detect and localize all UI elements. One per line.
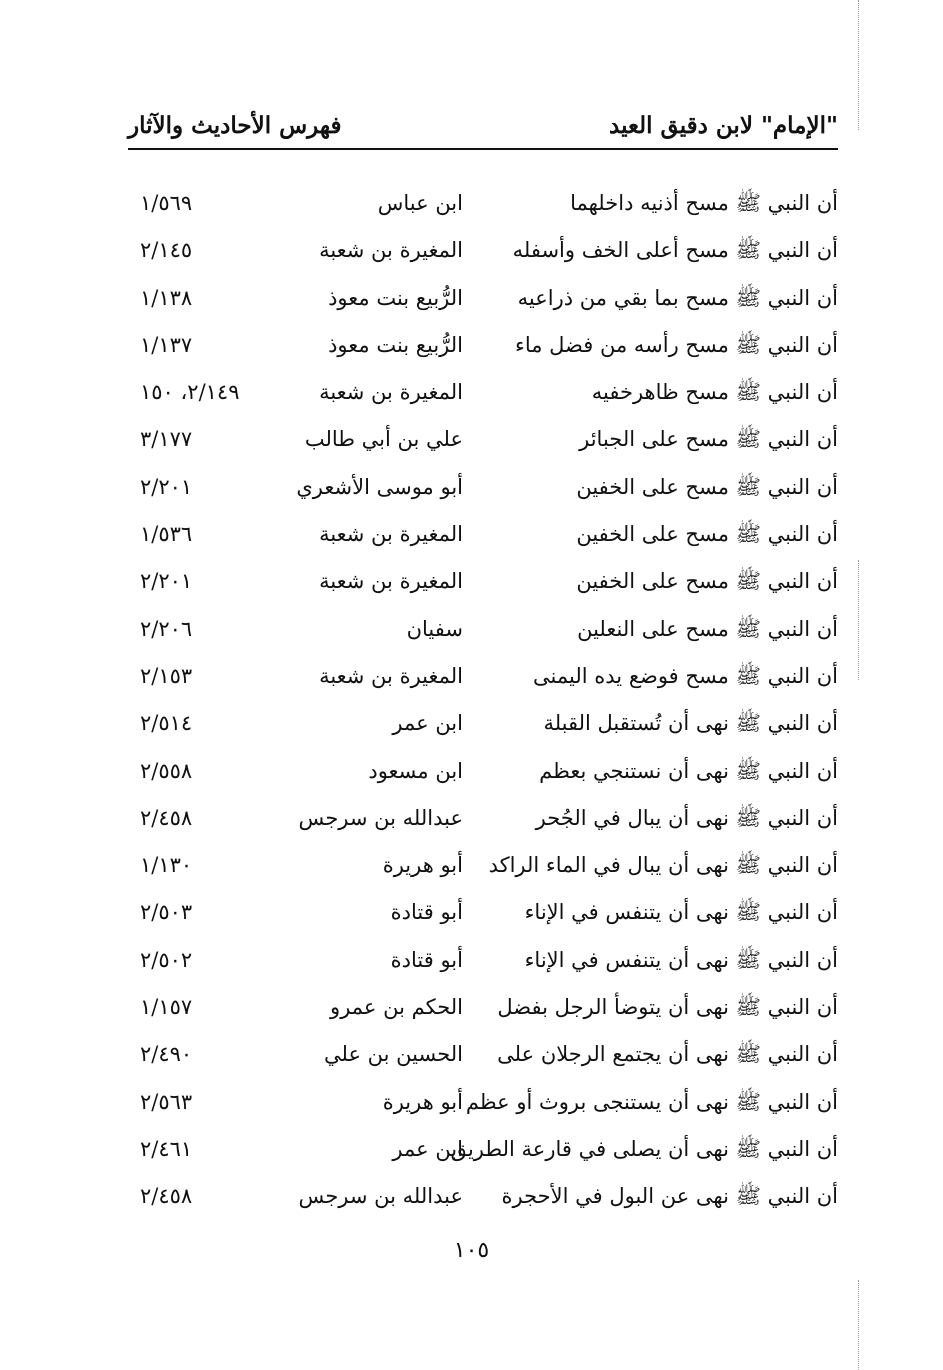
- index-entry-row: [128, 558, 838, 605]
- hadith-text: أن النبي ﷺ نهى أن يتنفس في الإناء: [524, 900, 838, 925]
- narrator-name: ابن عمر: [392, 711, 463, 736]
- page-number: ١٠٥: [453, 1238, 490, 1263]
- index-entry-row: [128, 369, 838, 416]
- index-entry-row: [128, 464, 838, 511]
- narrator-name: أبو موسى الأشعري: [296, 474, 463, 499]
- volume-page-reference: ١/١٥٧: [140, 995, 193, 1020]
- scan-margin-mark: [857, 0, 859, 130]
- narrator-name: أبو قتادة: [390, 900, 463, 925]
- narrator-name: أبو هريرة: [382, 1089, 463, 1114]
- narrator-name: الرُّبيع بنت معوذ: [328, 332, 463, 357]
- narrator-name: المغيرة بن شعبة: [319, 238, 463, 263]
- index-entry-row: [128, 653, 838, 700]
- hadith-text: أن النبي ﷺ نهى أن يبال في الجُحر: [535, 805, 838, 830]
- hadith-text: أن النبي ﷺ نهى أن يصلى في قارعة الطريق: [450, 1136, 838, 1161]
- volume-page-reference: ١/١٣٧: [140, 332, 193, 357]
- index-entry-row: [128, 700, 838, 747]
- volume-page-reference: ٢/٥٠٣: [140, 900, 193, 925]
- narrator-name: عبدالله بن سرجس: [298, 1184, 463, 1209]
- index-entry-row: [128, 795, 838, 842]
- hadith-text: أن النبي ﷺ مسح أذنيه داخلهما: [570, 191, 838, 215]
- index-entry-row: [128, 748, 838, 795]
- volume-page-reference: ٣/١٧٧: [140, 427, 193, 452]
- hadith-text: أن النبي ﷺ نهى أن يتنفس في الإناء: [524, 947, 838, 972]
- narrator-name: سفيان: [406, 616, 463, 641]
- index-entry-row: [128, 322, 838, 369]
- narrator-name: المغيرة بن شعبة: [319, 380, 463, 405]
- volume-page-reference: ٢/١٥٣: [140, 663, 193, 688]
- index-entry-row: [128, 842, 838, 889]
- volume-page-reference: ٢/٢٠١: [140, 569, 193, 594]
- narrator-name: المغيرة بن شعبة: [319, 522, 463, 547]
- book-title: "الإمام" لابن دقيق العيد: [609, 112, 838, 139]
- volume-page-reference: ٢/٥٦٣: [140, 1089, 193, 1114]
- narrator-name: ابن مسعود: [368, 758, 463, 783]
- index-entry-row: [128, 984, 838, 1031]
- volume-page-reference: ٢/٤٩٠: [140, 1042, 193, 1067]
- hadith-index-list: [128, 180, 838, 1221]
- scan-margin-mark: [857, 560, 859, 680]
- index-entry-row: [128, 1173, 838, 1220]
- narrator-name: ابن عمر: [392, 1136, 463, 1161]
- volume-page-reference: ٢/٥١٤: [140, 711, 193, 736]
- narrator-name: أبو هريرة: [382, 853, 463, 878]
- hadith-text: أن النبي ﷺ مسح أعلى الخف وأسفله: [512, 238, 838, 263]
- volume-page-reference: ١/١٣٨: [140, 285, 193, 310]
- narrator-name: المغيرة بن شعبة: [319, 569, 463, 594]
- hadith-text: أن النبي ﷺ نهى أن يجتمع الرجلان على: [497, 1042, 838, 1067]
- page-header: [128, 108, 838, 150]
- index-entry-row: [128, 1126, 838, 1173]
- index-entry-row: [128, 889, 838, 936]
- volume-page-reference: ٢/٥٠٢: [140, 947, 193, 972]
- index-entry-row: [128, 275, 838, 322]
- index-entry-row: [128, 227, 838, 274]
- volume-page-reference: ٢/٤٥٨: [140, 805, 193, 830]
- hadith-text: أن النبي ﷺ مسح على الخفين: [576, 474, 838, 499]
- section-title: فهرس الأحاديث والآثار: [128, 112, 342, 139]
- volume-page-reference: ١/١٣٠: [140, 853, 193, 878]
- narrator-name: أبو قتادة: [390, 947, 463, 972]
- narrator-name: علي بن أبي طالب: [304, 427, 463, 452]
- volume-page-reference: ٢/٢٠٦: [140, 616, 193, 641]
- hadith-text: أن النبي ﷺ مسح رأسه من فضل ماء: [514, 332, 838, 357]
- volume-page-reference: ١/٥٦٩: [140, 191, 193, 215]
- scan-margin-mark: [857, 1280, 859, 1370]
- index-entry-row: [128, 606, 838, 653]
- hadith-text: أن النبي ﷺ مسح على الخفين: [576, 569, 838, 594]
- volume-page-reference: ٢/٢٠١: [140, 474, 193, 499]
- volume-page-reference: ٢/٤٦١: [140, 1136, 193, 1161]
- hadith-text: أن النبي ﷺ نهى أن تُستقبل القبلة: [543, 711, 838, 736]
- hadith-text: أن النبي ﷺ مسح على الخفين: [576, 522, 838, 547]
- index-entry-row: [128, 416, 838, 463]
- volume-page-reference: ٢/١٤٩، ١٥٠: [140, 380, 240, 405]
- volume-page-reference: ٢/٥٥٨: [140, 758, 193, 783]
- index-entry-row: [128, 937, 838, 984]
- hadith-text: أن النبي ﷺ مسح على الجبائر: [579, 427, 838, 452]
- index-entry-row: [128, 511, 838, 558]
- hadith-text: أن النبي ﷺ نهى أن يستنجى بروث أو عظم: [465, 1089, 838, 1114]
- hadith-text: أن النبي ﷺ مسح بما بقي من ذراعيه: [517, 285, 838, 310]
- volume-page-reference: ٢/٤٥٨: [140, 1184, 193, 1209]
- hadith-text: أن النبي ﷺ مسح على النعلين: [577, 616, 838, 641]
- narrator-name: الحكم بن عمرو: [330, 995, 463, 1020]
- narrator-name: ابن عباس: [377, 191, 463, 215]
- index-entry-row: [128, 1079, 838, 1126]
- hadith-text: أن النبي ﷺ نهى عن البول في الأحجرة: [501, 1184, 838, 1209]
- hadith-text: أن النبي ﷺ نهى أن يتوضأ الرجل بفضل: [497, 995, 838, 1020]
- narrator-name: الحسين بن علي: [323, 1042, 463, 1067]
- index-entry-row: [128, 1031, 838, 1078]
- hadith-text: أن النبي ﷺ مسح ظاهرخفيه: [591, 380, 838, 405]
- hadith-text: أن النبي ﷺ نهى أن نستنجي بعظم: [539, 758, 838, 783]
- hadith-text: أن النبي ﷺ مسح فوضع يده اليمنى: [533, 663, 838, 688]
- narrator-name: الرُّبيع بنت معوذ: [328, 285, 463, 310]
- narrator-name: عبدالله بن سرجس: [298, 805, 463, 830]
- narrator-name: المغيرة بن شعبة: [319, 663, 463, 688]
- hadith-text: أن النبي ﷺ نهى أن يبال في الماء الراكد: [488, 853, 838, 878]
- volume-page-reference: ٢/١٤٥: [140, 238, 193, 263]
- volume-page-reference: ١/٥٣٦: [140, 522, 193, 547]
- index-entry-row: [128, 180, 838, 227]
